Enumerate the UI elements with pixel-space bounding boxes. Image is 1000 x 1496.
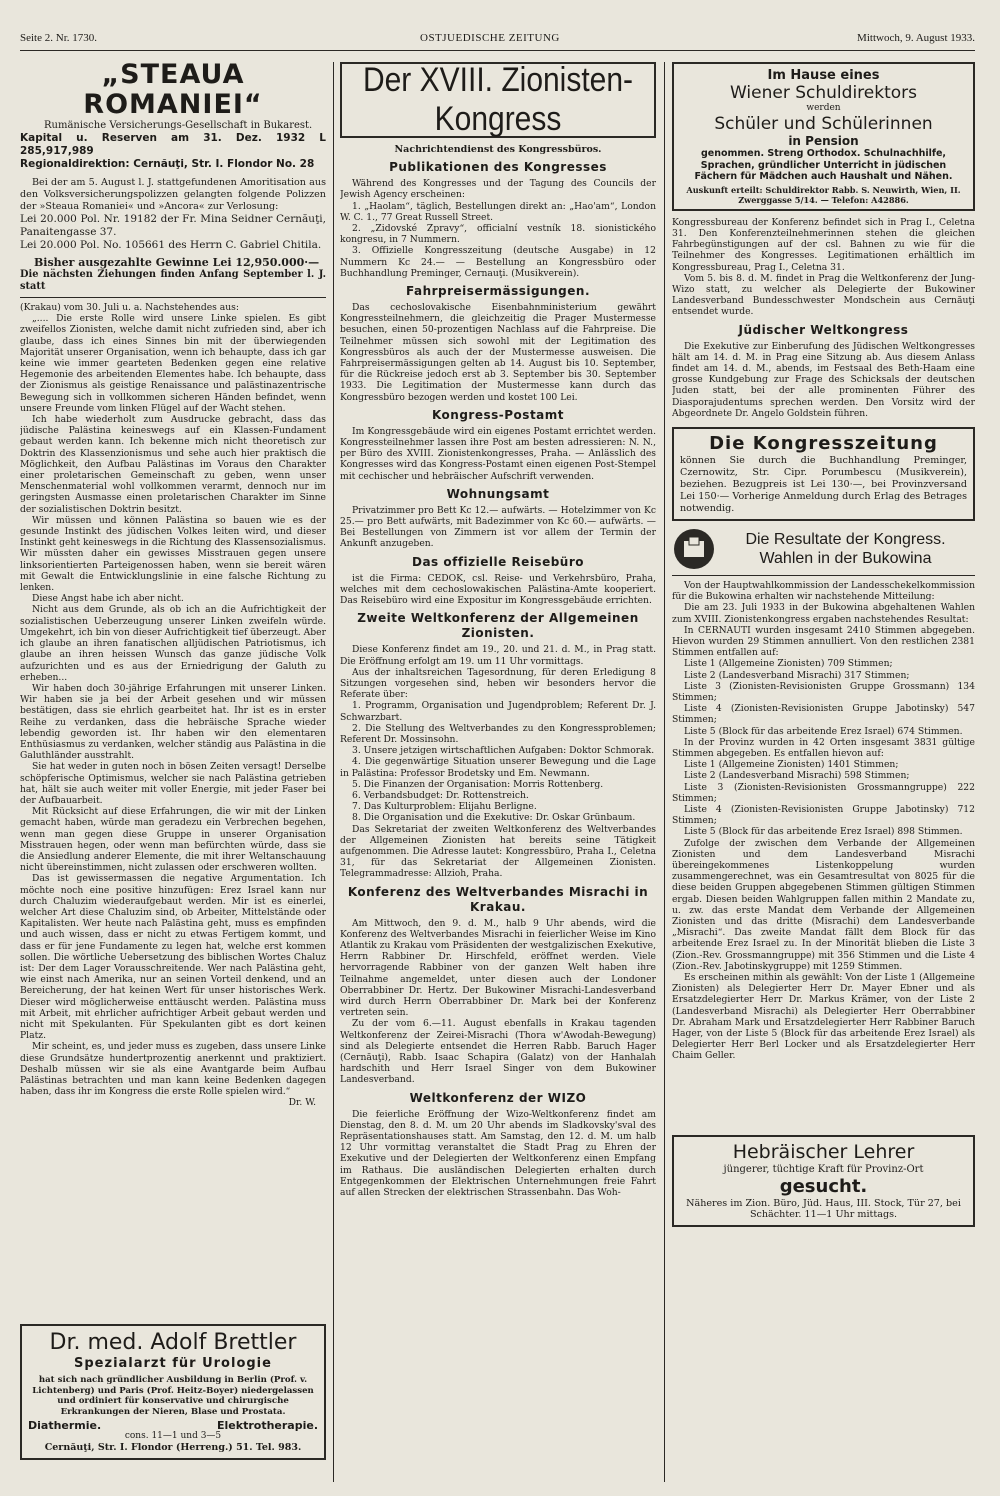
- results-body: [672, 580, 975, 1125]
- results-line: Liste 3 (Zionisten-Revisionisten Gruppe Grossmann) 134 Stimmen;: [672, 680, 975, 703]
- results-title: Die Resultate der Kongress.: [745, 530, 946, 548]
- section-text: Aus der inhaltsreichen Tagesordnung, für deren Erledigung 8 Sitzungen vorgesehen sind, heben wir besonders hervor die Referate über:: [340, 666, 656, 701]
- results-line: Liste 2 (Landesverband Misrachi) 598 Stimmen;: [684, 770, 910, 782]
- boarding-ad-line: Im Hause eines: [767, 68, 880, 83]
- congress-title: Der XVIII. Zionisten-Kongress: [362, 60, 634, 138]
- article-paragraph: Mir scheint, es, und jeder muss es zugeben, dass unsere Linke diese Grundsätze hundertprozentig anerkennt und praktiziert. Deshalb müssen wir sie als eine Avantgarde beim Aufbau Palästinas betrachten und man kann keine Bedenken dagegen haben, dass ihr im Kongress die erste Rolle spielen wird.“: [20, 1041, 326, 1098]
- article-signature: Dr. W.: [288, 1097, 316, 1109]
- doctor-ad-specialty: Spezialarzt für Urologie: [74, 1356, 272, 1371]
- article-paragraph: Diese Angst habe ich aber nicht.: [32, 593, 184, 605]
- doctor-ad-therapy: Elektrotherapie.: [217, 1419, 318, 1432]
- column-divider: [664, 62, 665, 1482]
- article-paragraph: (Krakau) vom 30. Juli u. a. Nachstehendes aus:: [20, 302, 239, 313]
- results-line: Liste 1 (Allgemeine Zionisten) 1401 Stimmen;: [684, 759, 899, 771]
- results-title: Wahlen in der Bukowina: [759, 549, 932, 567]
- insurance-ad-capital: Kapital u. Reserven am 31. Dez. 1932 L 285,917,989: [20, 132, 326, 157]
- results-line: Liste 4 (Zionisten-Revisionisten Gruppe Jabotinsky) 712 Stimmen;: [672, 804, 975, 827]
- section-heading: Zweite Weltkonferenz der Allgemeinen Zionisten.: [357, 611, 639, 641]
- section-heading: Kongress-Postamt: [431, 407, 565, 422]
- zionism-article: [20, 302, 326, 1322]
- section-heading: Publikationen des Kongresses: [389, 160, 607, 175]
- results-line: Liste 5 (Block für das arbeitende Erez Israel) 674 Stimmen.: [684, 725, 963, 737]
- section-text: Die Exekutive zur Einberufung des Jüdischen Weltkongresses hält am 14. d. M. in Prag eine Sitzung ab. Aus diesem Anlass findet am 14. d. M., abends, im Festsaal des Beth-Haam eine grosse Kundgebung zur Frage des Schicksals der deutschen Juden statt, bei der alle prominenten Führer des Diasporajudentums sprechen werden. Den Vorsitz wird der Abgeordnete Dr. Angelo Goldstein führen.: [672, 340, 975, 419]
- teacher-ad-info: Näheres im Zion. Büro, Jüd. Haus, III. Stock, Tür 27, bei Schächter. 11—1 Uhr mittags.: [686, 1197, 961, 1221]
- insurance-ad-wins: Bisher ausgezahlte Gewinne Lei 12,950.000·—: [34, 256, 320, 269]
- insurance-ad-title: „STEAUA ROMANIEI“: [83, 60, 263, 120]
- agenda-item: 2. Die Stellung des Weltverbandes zu den Kongressproblemen; Referent Dr. Mossinsohn.: [340, 722, 656, 745]
- page-header: [20, 28, 975, 48]
- article-paragraph: Nicht aus dem Grunde, als ob ich an die Aufrichtigkeit der sozialistischen Ueberzeugung unserer Linken zweifeln würde. Umgekehrt, ich bin von dieser Aufrichtigkeit tief überzeugt. Aber ich glaube an ihren fanatischen alljüdischen Patriotismus, ich glaube an ihren heissen Wunsch das ganze jüdische Volk aufzurichten und es aus der Erniedrigung der Galuth zu erheben...: [20, 604, 326, 683]
- newspaper-name: OSTJUEDISCHE ZEITUNG: [420, 32, 560, 44]
- article-paragraph: Wir haben doch 30-jährige Erfahrungen mit unserer Linken. Wir haben sie ja bei der Arbeit gesehen und wir müssen bestätigen, dass sie ehrlich gearbeitet hat. Ihr ist es in erster Reihe zu verdanken, dass die hebräische Sprache wieder lebendig geworden ist. Ihr haben wir den elementaren Enthüsiasmus zu verdanken, welcher ständig aus Palästina in die Galuthländer ausstrahlt.: [20, 682, 326, 762]
- agenda-item: 3. Unsere jetzigen wirtschaftlichen Aufgaben: Doktor Schmorak.: [352, 745, 655, 757]
- section-text: 2. „Zidovské Zpravy“, officialní vestník 18. sionistického kongresu, in 7 Nummern.: [340, 223, 656, 246]
- teacher-ad-text: jüngerer, tüchtige Kraft für Provinz-Ort: [723, 1163, 924, 1175]
- section-heading: Jüdischer Weltkongress: [738, 322, 909, 337]
- results-line: Liste 2 (Landesverband Misrachi) 317 Stimmen;: [684, 669, 910, 681]
- boarding-ad-line: in Pension: [788, 134, 859, 149]
- section-text: ist die Firma: CEDOK, csl. Reise- und Verkehrsbüro, Praha, welches mit dem cechoslowakischen Palästina-Amte kooperiert. Das Reisebüro wird eine Expositur im Kongressgebäude errichten.: [340, 572, 656, 607]
- results-line: Liste 4 (Zionisten-Revisionisten Gruppe Jabotinsky) 547 Stimmen;: [672, 703, 975, 726]
- insurance-ad: [20, 60, 326, 293]
- results-text: Es erscheinen mithin als gewählt: Von der Liste 1 (Allgemeine Zionisten) als Delegierter Herr Dr. Mayer Ebner und als Ersatzdelegierter Herr Dr. Markus Krämer, von der Liste 2 (Landesverband Misrachi) als Delegierter Herr Oberrabbiner Dr. Abraham Mark und Ersatzdelegierter Herr Rabbiner Baruch Hager, von der Liste 5 (Block für das arbeitende Erez Israel) als Delegierter Herr Berl Locker und als Ersatzdelegierter Herr Chaim Geller.: [672, 972, 975, 1062]
- section-heading: Wohnungsamt: [446, 486, 550, 501]
- section-heading: Das offizielle Reisebüro: [411, 554, 585, 569]
- section-text: Im Kongressgebäude wird ein eigenes Postamt errichtet werden. Kongressteilnehmer lassen ihre Post am besten adressieren: N. N., per Büro des XVIII. Zionistenkongresses, Praha. — Anlässlich des Kongresses wird das Kongress-Postamt einen eigenen Post-Stempel mit cechischer und hebräischer Aufschrift verwenden.: [340, 425, 656, 482]
- teacher-ad-wanted: gesucht.: [779, 1175, 868, 1197]
- article-paragraph: Sie hat weder in guten noch in bösen Zeiten versagt! Derselbe schöpferische Optimismus, welcher sie nach Palästina getrieben hat, hält sie auch weiter mit voller Energie, mit jeder Faser bei der Aufbauarbeit.: [20, 761, 326, 806]
- doctor-ad-therapy: Diathermie.: [28, 1419, 102, 1432]
- agenda-item: 6. Verbandsbudget: Dr. Rottenstreich.: [352, 789, 529, 801]
- results-text: Von der Hauptwahlkommission der Landesschekelkommission für die Bukowina erhalten wir nachstehende Mitteilung:: [672, 579, 975, 603]
- left-column: [20, 60, 326, 1480]
- section-text: 1. „Haolam“, täglich, Bestellungen direkt an: „Hao'am“, London W. C. 1., 77 Great Russell Street.: [340, 200, 656, 223]
- boarding-school-ad: [672, 62, 975, 211]
- kongresszeitung-text: können Sie durch die Buchhandlung Preminger, Czernowitz, Str. Cipr. Porumbescu (Musikverein), beziehen. Bezugpreis ist Lei 130·—, bei Provinzversand Lei 150·— Vorherige Anmeldung durch Erlag des Betrages notwendig.: [680, 454, 967, 514]
- results-text: In der Provinz wurden in 42 Orten insgesamt 3831 gültige Stimmen abgegeben. Es entfallen hievon auf:: [672, 736, 975, 759]
- section-rule: [672, 575, 975, 576]
- article-paragraph: Ich habe wiederholt zum Ausdrucke gebracht, dass das jüdische Palästina keineswegs auf ein Klassen-Fundament gebaut werden kann. Ich bekenne mich nicht theoretisch zur Doktrin des Klassenzionismus und sehe auch hier praktisch die Möglichkeit, den Aufbau Palästinas im Voraus den Charakter einer proletarischen Gemeinschaft zu geben, wenn unser Menschenmaterial wohl vollkommen verarmt, dennoch nur im geringsten Ausmasse einen proletarischen Charakter im Sinne der sozialistischen Doktrin besitzt.: [20, 414, 326, 515]
- section-text: Zu der vom 6.—11. August ebenfalls in Krakau tagenden Weltkonferenz der Zeirei-Misrachi (Thora w'Awodah-Bewegung) sind als Delegierte entsendet die Herren Rabb. Baruch Hager (Cernăuţi), Rabb. Isaac Schapira (Galatz) von der Hanhalah hardschith und Herr Israel Singer von dem Bukowiner Landesverband.: [340, 1018, 656, 1086]
- doctor-ad-address: Cernăuţi, Str. I. Flondor (Herreng.) 51. Tel. 983.: [44, 1442, 302, 1454]
- boarding-ad-line: werden: [806, 103, 841, 113]
- section-text: Die feierliche Eröffnung der Wizo-Weltkonferenz findet am Dienstag, den 8. d. M. um 20 Uhr abends im Sladkovsky'sval des Repräsentationshauses statt. Am Samstag, den 12. d. M. um halb 12 Uhr vormittag veranstaltet die Stadt Prag zu Ehren der Exekutive und der Delegierten der Weltkonferenz einen Empfang im Rathaus. Die ausländischen Delegierten erhalten durch Entgegenkommen der Elektrischen Unternehmungen freie Fahrt auf allen Strecken der elektrischen Strassenbahn. Das Woh-: [340, 1108, 656, 1199]
- doctor-ad-name: Dr. med. Adolf Brettler: [49, 1330, 297, 1355]
- boarding-ad-line: Schüler und Schülerinnen: [714, 114, 933, 135]
- insurance-ad-direction: Regionaldirektion: Cernăuţi, Str. I. Flondor No. 28: [20, 158, 315, 170]
- results-line: Liste 3 (Zionisten-Revisionisten Grossmanngruppe) 222 Stimmen;: [672, 781, 975, 804]
- boarding-ad-line: Wiener Schuldirektors: [730, 83, 917, 103]
- section-heading: Konferenz des Weltverbandes Misrachi in Krakau.: [347, 884, 649, 914]
- page-number: Seite 2. Nr. 1730.: [20, 32, 97, 44]
- insurance-ad-lot: Lei 20.000 Pol. No. 105661 des Herrn C. Gabriel Chitila.: [20, 239, 322, 251]
- article-paragraph: Mit Rücksicht auf diese Erfahrungen, die wir mit der Linken gemacht haben, würde man geradezu ein Verbrechen begehen, wenn man gegen diese Gruppe in unserer Organisation Misstrauen hegen, oder wenn man befürchten würde, dass sie die Ansiedlung anderer Elemente, die mit ihrer Weltanschauung nicht übereinstimmen, nicht zulassen oder erschweren wollten.: [20, 806, 326, 874]
- agenda-item: 8. Die Organisation und die Exekutive: Dr. Oskar Grünbaum.: [352, 812, 636, 824]
- agenda-item: 7. Das Kulturproblem: Elijahu Berligne.: [352, 801, 537, 813]
- congress-title-box: [340, 62, 656, 138]
- agenda-item: 4. Die gegenwärtige Situation unserer Bewegung und die Lage in Palästina: Professor Brodetsky und Em. Newmann.: [340, 756, 656, 779]
- results-line: Liste 1 (Allgemeine Zionisten) 709 Stimmen;: [684, 658, 893, 670]
- boarding-ad-contact: Auskunft erteilt: Schuldirektor Rabb. S. Neuwirth, Wien, II. Zwerggasse 5/14. — Telefon: A42886.: [686, 184, 961, 205]
- header-rule: [20, 50, 975, 51]
- teacher-ad: [672, 1135, 975, 1227]
- ballot-icon: [672, 527, 716, 571]
- doctor-ad: [20, 1324, 326, 1460]
- kongresszeitung-title: Die Kongresszeitung: [709, 432, 938, 454]
- insurance-ad-next: Die nächsten Ziehungen finden Anfang September l. J. statt: [20, 269, 326, 292]
- section-rule: [20, 297, 326, 298]
- section-heading: Weltkonferenz der WIZO: [409, 1090, 587, 1105]
- middle-column: [340, 60, 656, 1480]
- issue-date: Mittwoch, 9. August 1933.: [857, 32, 975, 44]
- section-text: Während des Kongresses und der Tagung des Councils der Jewish Agency erscheinen:: [340, 178, 656, 201]
- teacher-ad-title: Hebräischer Lehrer: [732, 1140, 915, 1163]
- insurance-ad-text: Bei der am 5. August l. J. stattgefundenen Amoritisation aus den Volksversicherungspolizzen gelangten folgende Polizzen der »Steaua Romaniei« und »Ancora« zur Verlosung:: [20, 177, 326, 212]
- article-paragraph: „.... Die erste Rolle wird unsere Linke spielen. Es gibt zweifellos Zionisten, welche damit nicht zufrieden sind, aber ich glaube, dass ich eines Sinnes bin mit der überwiegenden Majorität unserer Organisation, wenn ich behaupte, dass ich gar keine wie immer gearteten Bedenken gegen eine relative Hegemonie des arbeitenden Elementes habe. Ich behaupte, dass der Zionismus als geistige Renaissance und palästinazentrische Bewegung sich in vollkommen sicheren Händen befindet, wenn unsere Freunde vom linken Flügel auf der Wacht stehen.: [20, 313, 326, 414]
- agenda-item: 1. Programm, Organisation und Jugendproblem; Referent Dr. J. Schwarzbart.: [340, 700, 656, 723]
- results-header: [672, 527, 975, 571]
- section-text: Das Sekretariat der zweiten Weltkonferenz des Weltverbandes der Allgemeinen Zionisten hat bereits seine Tätigkeit aufgenommen. Die Adresse lautet: Kongressbüro, Praha I., Celetna 31, für das Sekretariat der Allgemeinen Zionisten. Telegrammadresse: Allzioh, Praha.: [340, 823, 656, 880]
- doctor-ad-hours: cons. 11—1 und 3—5: [124, 1431, 222, 1442]
- results-line: Liste 5 (Block für das arbeitende Erez Israel) 898 Stimmen.: [684, 826, 963, 838]
- news-service: Nachrichtendienst des Kongressbüros.: [394, 144, 602, 155]
- wizo-text: Vom 5. bis 8. d. M. findet in Prag die Weltkonferenz der Jung-Wizo statt, zu welcher als Delegierte der Bukowiner Landesverband Bundesschwester Mondschein aus Cernăuţi entsendet wurde.: [672, 272, 975, 318]
- section-text: Am Mittwoch, den 9. d. M., halb 9 Uhr abends, wird die Konferenz des Weltverbandes Misrachi in feierlicher Weise im Kino Atlantik zu Krakau vom Präsidenten der westgalizischen Exekutive, Herrn Rabbiner Dr. Hirschfeld, eröffnet werden. Viele hervorragende Rabbiner von der ganzen Welt haben ihre Teilnahme angemeldet, unter diesen auch der Londoner Oberrabbiner Dr. Hertz. Der Bukowiner Misrachi-Landesverband wird durch Herrn Oberrabbiner Dr. Mark bei der Konferenz vertreten sein.: [340, 917, 656, 1019]
- agenda-item: 5. Die Finanzen der Organisation: Morris Rottenberg.: [352, 778, 604, 790]
- results-text: Die am 23. Juli 1933 in der Bukowina abgehaltenen Wahlen zum XVIII. Zionistenkongress ergaben nachstehendes Resultat:: [672, 602, 975, 625]
- results-text: In CERNAUTI wurden insgesamt 2410 Stimmen abgegeben. Hievon wurden 29 Stimmen annulliert. Von den restlichen 2381 Stimmen entfallen auf:: [672, 624, 975, 659]
- column-divider: [333, 62, 334, 1482]
- section-text: Privatzimmer pro Bett Kc 12.— aufwärts. — Hotelzimmer von Kc 25.— pro Bett aufwärts, mit Badezimmer von Kc 60.— aufwärts. — Bei Bestellungen von Zimmern ist vor allem der Termin der Ankunft anzugeben.: [340, 504, 656, 550]
- results-text: Zufolge der zwischen dem Verbande der Allgemeinen Zionisten und dem Landesverband Misrachi übereingekommenes Listenkoppelung wurden zusammengerechnet, was ein Gesamtresultat von 8025 für die diese beiden Gruppen abgegebenen Stimmen gültigen Stimmen ergab. Diesen beiden Wahlgruppen fallen mithin 2 Mandate zu, u. zw. das erste Mandat dem Verbande der Allgemeinen Zionisten und das dritte (Misrachi) dem Landesverbande „Misrachi“. Das zweite Mandat fällt dem Block für das arbeitende Erez Israel zu. In der Minorität blieben die Liste 3 (Zion.-Rev. Grossmanngruppe) mit 356 Stimmen und die Liste 4 (Zion.-Rev. Jabotinskygruppe) mit 1259 Stimmen.: [672, 837, 975, 972]
- article-paragraph: Wir müssen und können Palästina so bauen wie es der gesunde Instinkt des jüdischen Volkes leiten wird, und dieser Instinkt geht keineswegs in die Richtung des Klassensozialismus. Wir müssten daher ein gewisses Misstrauen gegen unsere linksorientierten Parteigenossen haben, wenn sie bereit wären mit Gewalt die Entwicklungslinie in eine falsche Richtung zu lenken.: [20, 514, 326, 594]
- right-column: [672, 60, 975, 1480]
- section-text: Diese Konferenz findet am 19., 20. und 21. d. M., in Prag statt. Die Eröffnung erfolgt am 19. um 11 Uhr vormittags.: [340, 644, 656, 667]
- section-heading: Fahrpreisermässigungen.: [405, 284, 591, 299]
- doctor-ad-text: hat sich nach gründlicher Ausbildung in Berlin (Prof. v. Lichtenberg) und Paris (Prof. Heitz-Boyer) niedergelassen und ordiniert für konservative und chirurgische Erkrankungen der Nieren, Blase und Prostata.: [32, 1375, 314, 1417]
- boarding-ad-text: genommen. Streng Orthodox. Schulnachhilfe, Sprachen, gründlicher Unterricht in jüdischen Fächern für Mädchen auch Haushalt und Nähen.: [694, 148, 953, 183]
- section-text: Das cechoslovakische Eisenbahnministerium gewährt Kongressteilnehmern, die gleichzeitig die Prager Mustermesse besuchen, einen 50-prozentigen Nachlass auf die Fahrpreise. Die Teilnehmer müssen sich sowohl mit der Legitimation des Kongressbüros als auch der der Mustermesse ausweisen. Die Fahrpreisermässigungen gelten ab 14. August bis 10. September, für die Rückreise jedoch erst ab 3. September bis 30. September 1933. Die Legitimation der Mustermesse kann durch das Kongressbüro bezogen werden und kostet 100 Lei.: [340, 302, 656, 403]
- wizo-text: Kongressbureau der Konferenz befindet sich in Prag I., Celetna 31. Den Konferenzteilnehmerinnen stehen die gleichen Fahrbegünstigungen auf der csl. Bahnen zu wie für die Teilnehmer des Kongresses. Legitimationen erhältlich im Kongressbureau, Prag I., Celetna 31.: [672, 216, 975, 273]
- section-text: 3. Offizielle Kongresszeitung (deutsche Ausgabe) in 12 Nummern Kc 24.— — Bestellung an Kongressbüro oder Buchhandlung Preminger, Cernauţi. (Musikverein).: [340, 245, 656, 279]
- article-paragraph: Das ist gewissermassen die negative Argumentation. Ich möchte noch eine positive hinzufügen: Erez Israel kann nur durch Chaluzim wiederaufgebaut werden. Mir ist es einerlei, welcher Art diese Chaluzim sind, ob Arbeiter, Mittelstände oder Kapitalisten. Wer heute nach Palästina geht, muss es empfinden und auch wissen, dass er nicht zu etwas Fertigem kommt, und dass er für jene Fundamente zu legen hat, welche erst kommen sollen. Die wörtliche Uebersetzung des biblischen Wortes Chaluz ist: Der dem Lager Vorausschreitende. Wer nach Palästina geht, wie einst nach Amerika, nur an seinen Vorteil denkend, und an Bereicherung, der hat keinen Wert für unser historisches Werk. Dieser wird möglicherweise enttäuscht werden. Palästina muss mit Arbeit, mit ehrlicher aufrichtiger Arbeit gebaut werden und nicht mit Spekulanten. Für Spekulanten gibt es dort keinen Platz.: [20, 873, 326, 1042]
- insurance-ad-subtitle: Rumänische Versicherungs-Gesellschaft in Bukarest.: [44, 120, 313, 131]
- kongresszeitung-ad: [672, 427, 975, 521]
- insurance-ad-lot: Lei 20.000 Pol. Nr. 19182 der Fr. Mina Seidner Cernăuţi, Panaitengasse 37.: [20, 213, 326, 238]
